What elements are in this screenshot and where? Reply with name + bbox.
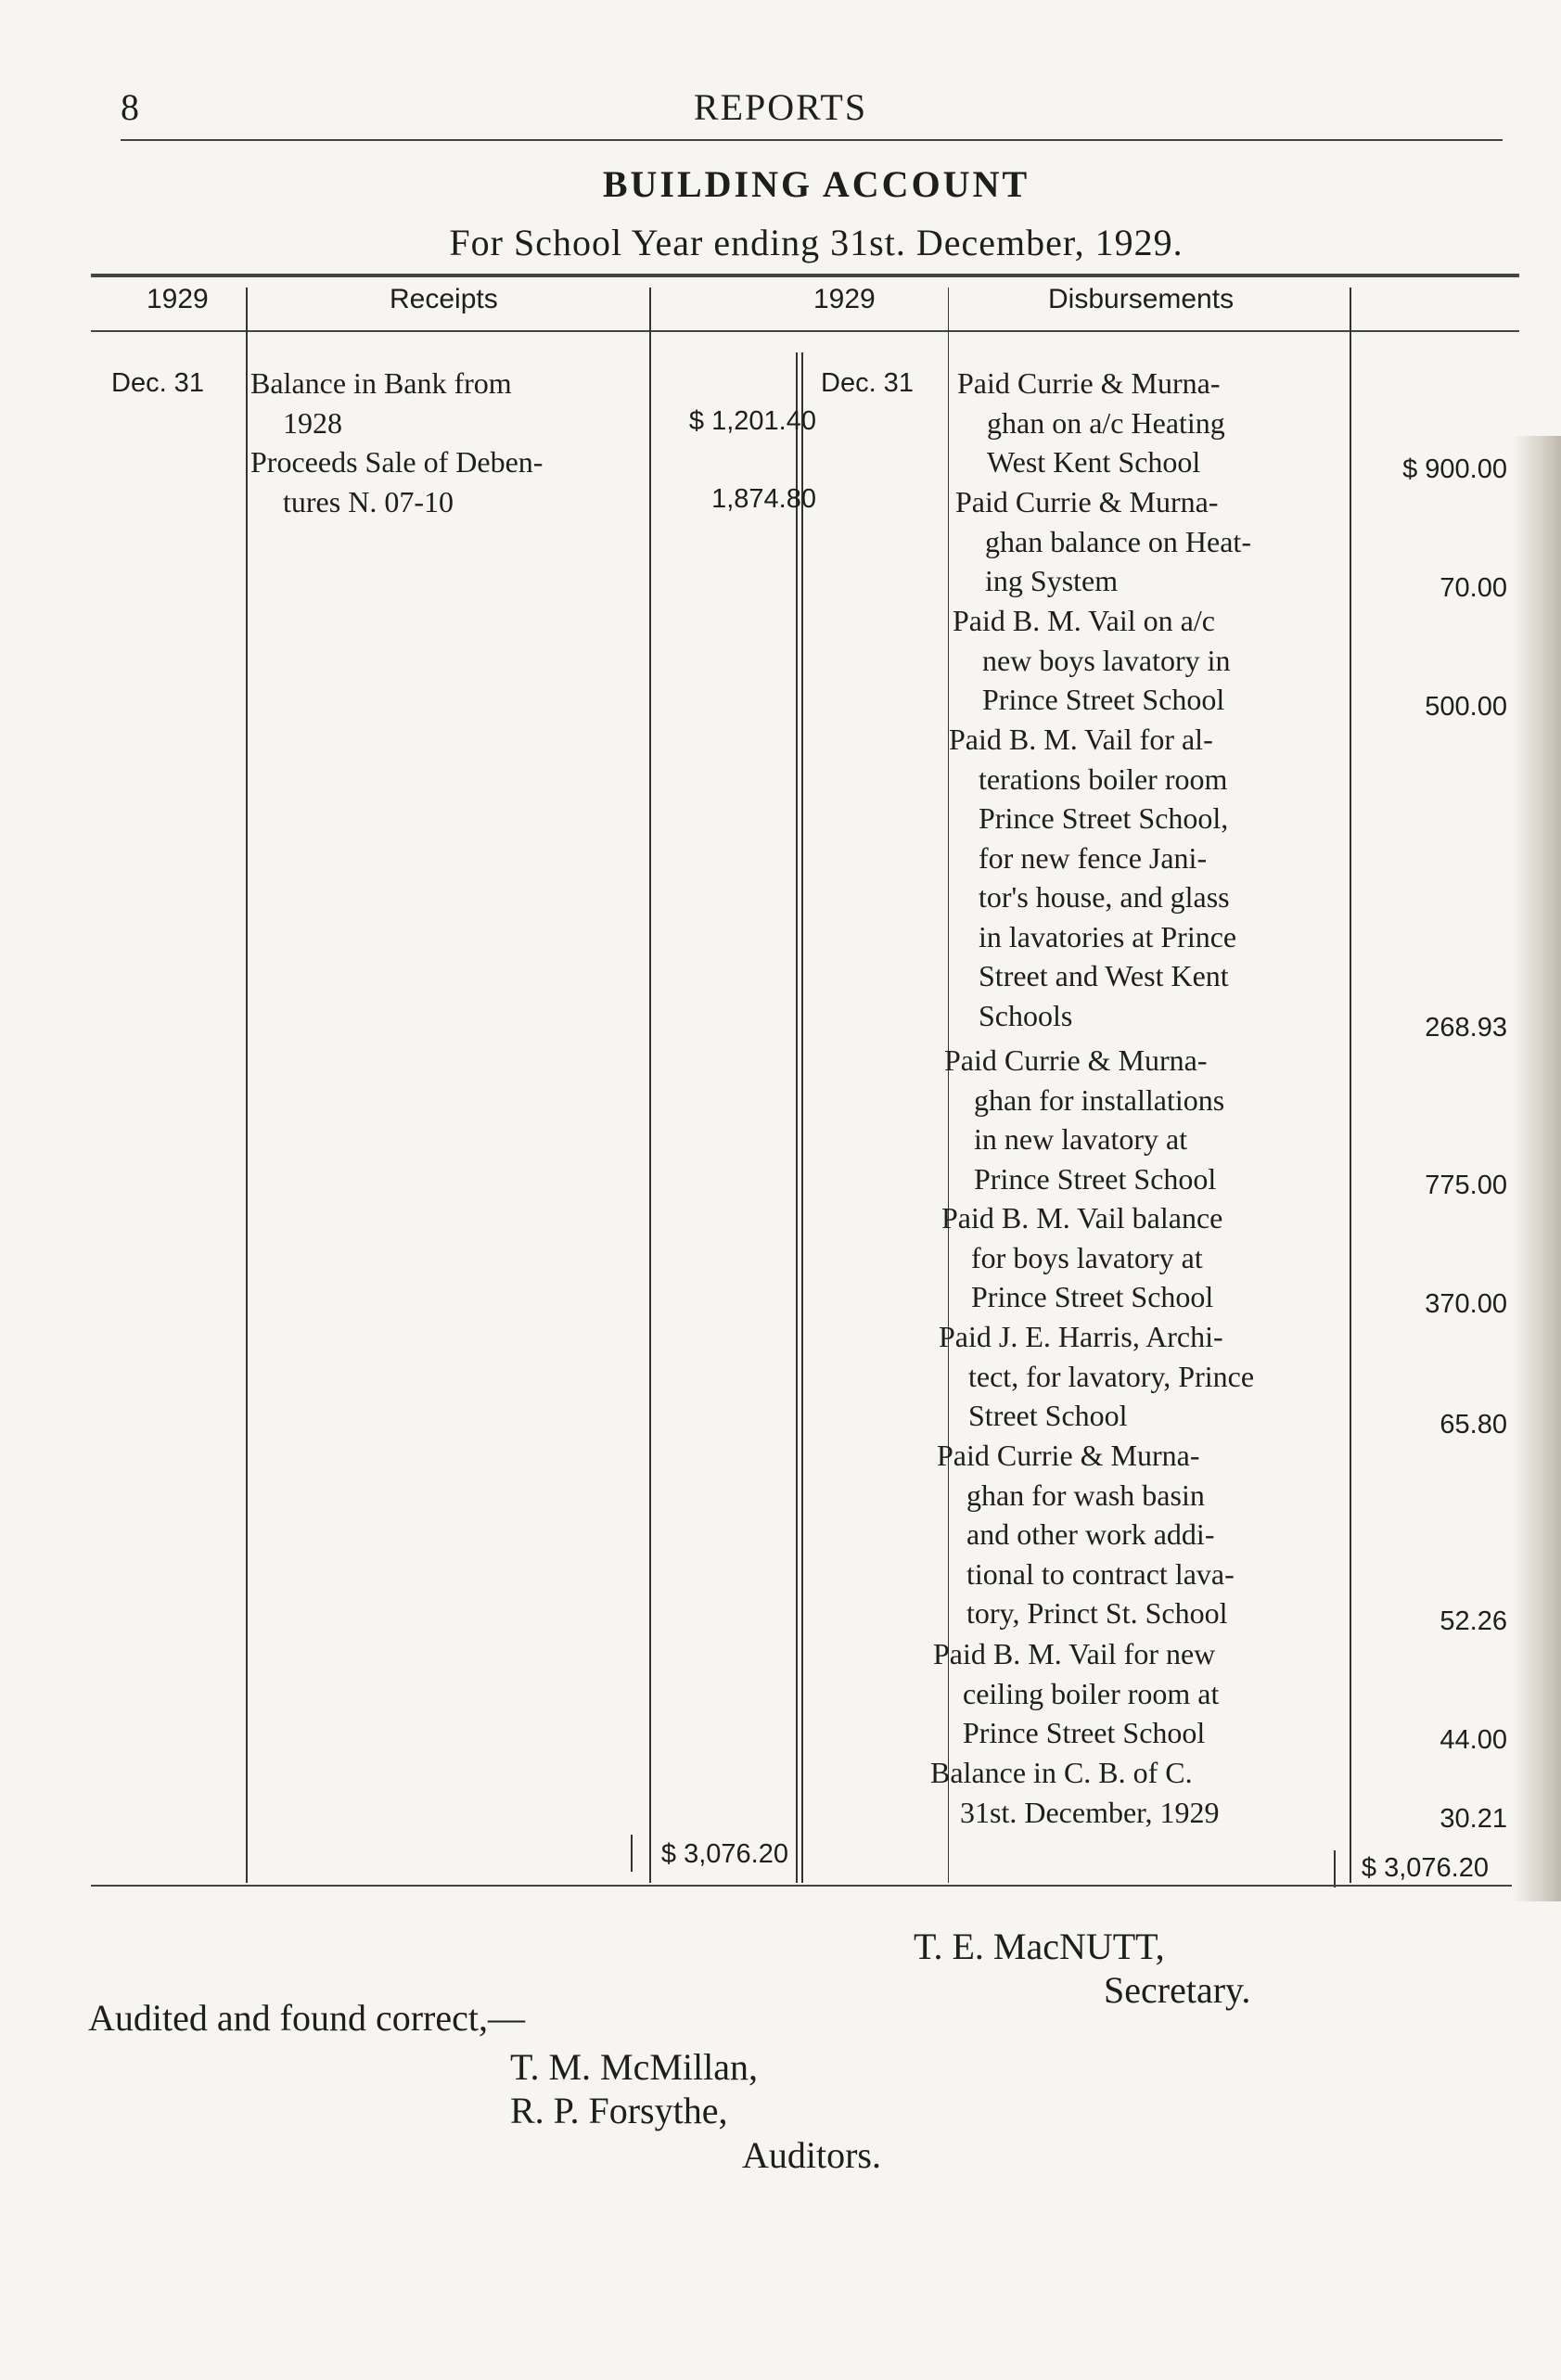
disbursement-line: ceiling boiler room at <box>963 1676 1220 1710</box>
disbursement-item <box>937 1436 1345 1633</box>
disbursement-line: Street School <box>968 1399 1128 1432</box>
disbursements-header: Disbursements <box>1048 284 1235 314</box>
disbursement-line: Prince Street School <box>982 683 1225 716</box>
disbursement-item <box>949 720 1357 1035</box>
page-number: 8 <box>121 86 139 128</box>
disbursement-line: ghan on a/c Heating <box>987 405 1225 440</box>
disbursement-line: for new fence Jani- <box>979 840 1208 875</box>
page-title: BUILDING ACCOUNT <box>602 163 1030 205</box>
receipt-line: Balance in Bank from <box>250 366 512 400</box>
disbursement-amount: 70.00 <box>1439 573 1507 603</box>
receipts-total-bracket <box>631 1835 633 1872</box>
disbursement-amount: 65.80 <box>1439 1410 1507 1440</box>
receipts-total: $ 3,076.20 <box>660 1839 788 1869</box>
divider-center-1 <box>796 352 798 1883</box>
disbursement-line: ing System <box>985 564 1119 597</box>
disbursement-line: Prince Street School <box>971 1280 1214 1313</box>
receipt-amount: $ 1,201.40 <box>688 406 816 436</box>
disbursement-amount: 268.93 <box>1425 1013 1507 1043</box>
divider-receipts-date <box>246 288 248 1883</box>
disbursement-line: Balance in C. B. of C. <box>930 1756 1193 1789</box>
disbursement-line: tory, Princt St. School <box>966 1596 1228 1630</box>
receipt-line: Proceeds Sale of Deben- <box>250 445 544 479</box>
disbursement-amount: 52.26 <box>1439 1606 1507 1636</box>
receipt-item-text <box>250 364 512 442</box>
disbursement-line: Prince Street School <box>974 1161 1217 1196</box>
running-head: REPORTS <box>693 86 868 128</box>
disbursement-line: Paid Currie & Murna- <box>944 1043 1208 1077</box>
disbursement-amount: $ 900.00 <box>1402 454 1507 484</box>
receipt-item-text <box>250 442 543 521</box>
disbursement-line: and other work addi- <box>966 1517 1215 1551</box>
receipts-header: Receipts <box>390 284 498 314</box>
page-subtitle: For School Year ending 31st. December, 1929. <box>449 222 1184 263</box>
disbursement-amount: 30.21 <box>1439 1804 1507 1834</box>
disbursement-line: Paid B. M. Vail for al- <box>949 723 1213 756</box>
disbursements-year-header: 1929 <box>813 284 876 314</box>
disbursement-line: tional to contract lava- <box>966 1556 1235 1591</box>
disbursement-line: ghan for installations <box>974 1082 1225 1117</box>
header-rule <box>121 139 1503 141</box>
disbursement-amount: 500.00 <box>1425 692 1507 722</box>
disbursement-amount: 775.00 <box>1425 1171 1507 1200</box>
disbursement-line: Paid B. M. Vail balance <box>941 1201 1223 1235</box>
disbursement-line: tect, for lavatory, Prince <box>968 1359 1255 1393</box>
audited-statement: Audited and found correct,— <box>88 1997 525 2039</box>
disbursement-item <box>944 1041 1352 1198</box>
disbursements-total-bracket <box>1334 1850 1336 1887</box>
disbursement-line: ghan for wash basin <box>966 1478 1205 1512</box>
disbursement-line: Paid Currie & Murna- <box>937 1439 1200 1472</box>
receipt-amount: 1,874.80 <box>711 484 816 514</box>
disbursement-line: Paid B. M. Vail on a/c <box>953 604 1215 637</box>
disbursement-line: West Kent School <box>987 445 1201 479</box>
disbursement-line: tor's house, and glass <box>979 880 1230 914</box>
disbursements-total: $ 3,076.20 <box>1361 1853 1489 1883</box>
disbursement-line: Prince Street School <box>963 1716 1206 1749</box>
receipt-line: tures N. 07-10 <box>283 484 454 518</box>
disbursement-line: terations boiler room <box>979 761 1228 796</box>
secretary-name: T. E. MacNUTT, <box>914 1926 1165 1967</box>
disbursement-line: Street and West Kent <box>979 959 1229 992</box>
disbursement-line: in new lavatory at <box>974 1122 1188 1156</box>
auditor-name: R. P. Forsythe, <box>510 2090 728 2131</box>
disbursement-line: Paid Currie & Murna- <box>955 485 1219 518</box>
receipts-year-header: 1929 <box>147 284 209 314</box>
disbursement-amount: 44.00 <box>1439 1725 1507 1755</box>
page-shadow <box>1512 436 1561 1901</box>
disbursements-date: Dec. 31 <box>821 368 914 398</box>
disbursement-item <box>930 1753 1338 1832</box>
disbursement-item <box>957 364 1365 482</box>
disbursement-line: Prince Street School, <box>979 801 1229 835</box>
disbursement-item <box>953 601 1361 720</box>
disbursement-amount: 370.00 <box>1425 1289 1507 1319</box>
disbursement-item <box>933 1634 1341 1753</box>
disbursement-line: for boys lavatory at <box>971 1240 1203 1274</box>
disbursement-line: new boys lavatory in <box>982 643 1231 677</box>
disbursement-line: Paid B. M. Vail for new <box>933 1637 1216 1670</box>
disbursement-line: ghan balance on Heat- <box>985 524 1251 558</box>
disbursement-item <box>939 1317 1347 1436</box>
auditor-name: T. M. McMillan, <box>510 2046 759 2088</box>
divider-center-2 <box>801 352 803 1883</box>
header-bottom-rule <box>91 330 1519 332</box>
disbursement-item <box>955 482 1363 601</box>
auditors-title: Auditors. <box>742 2134 881 2176</box>
disbursement-line: Paid Currie & Murna- <box>957 366 1221 400</box>
disbursement-item <box>941 1198 1350 1317</box>
disbursement-line: 31st. December, 1929 <box>960 1795 1220 1829</box>
disbursement-line: Schools <box>979 998 1073 1032</box>
table-bottom-rule <box>91 1885 1519 1887</box>
disbursement-line: in lavatories at Prince <box>979 919 1237 953</box>
receipts-date: Dec. 31 <box>111 368 204 398</box>
table-top-rule <box>91 274 1519 277</box>
receipt-line: 1928 <box>283 405 342 440</box>
disbursement-line: Paid J. E. Harris, Archi- <box>939 1320 1223 1353</box>
divider-receipts-amount <box>649 288 651 1883</box>
secretary-title: Secretary. <box>1104 1969 1251 2011</box>
